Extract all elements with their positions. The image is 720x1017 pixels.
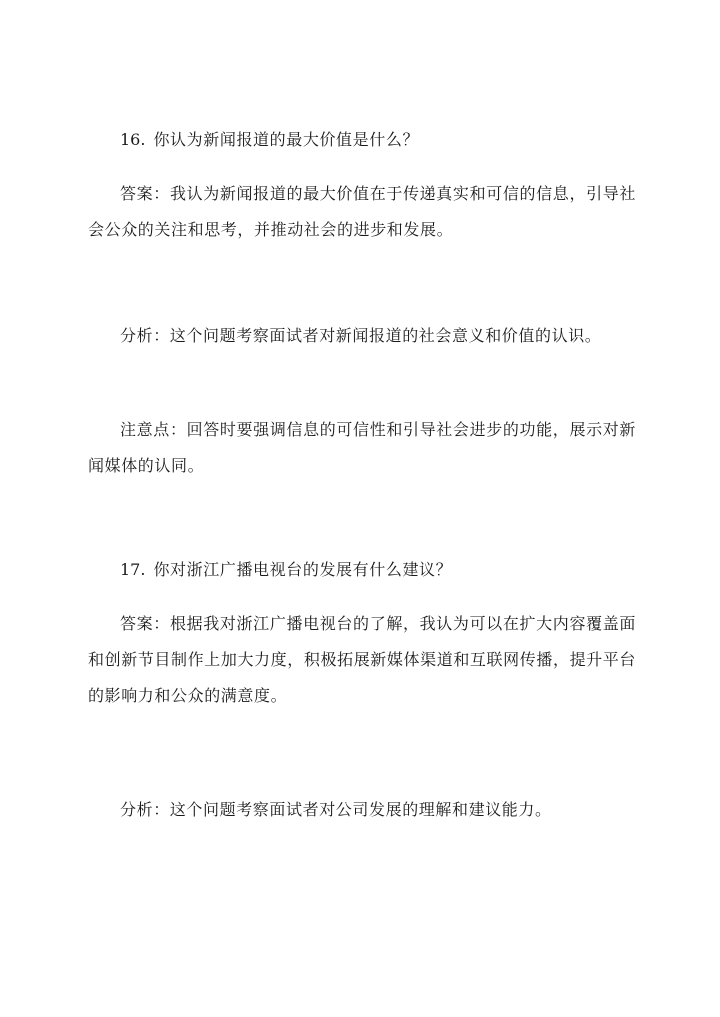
answer-17: 答案：根据我对浙江广播电视台的了解，我认为可以在扩大内容覆盖面和创新节目制作上加大力度，积极拓展新媒体渠道和互联网传播，提升平台的影响力和公众的满意度。 [88, 614, 636, 705]
question-17 [88, 552, 636, 588]
question-text: 你认为新闻报道的最大价值是什么？ [153, 130, 420, 149]
question-number: 16. [120, 130, 146, 149]
analysis-17: 分析：这个问题考察面试者对公司发展的理解和建议能力。 [120, 800, 552, 819]
question-text: 你对浙江广播电视台的发展有什么建议？ [153, 560, 453, 579]
question-number: 17. [120, 560, 146, 579]
answer-16: 答案：我认为新闻报道的最大价值在于传递真实和可信的信息，引导社会公众的关注和思考，并推动社会的进步和发展。 [88, 184, 636, 239]
question-16 [88, 122, 636, 158]
note-16: 注意点：回答时要强调信息的可信性和引导社会进步的功能，展示对新闻媒体的认同。 [88, 420, 636, 475]
analysis-16: 分析：这个问题考察面试者对新闻报道的社会意义和价值的认识。 [120, 326, 602, 345]
